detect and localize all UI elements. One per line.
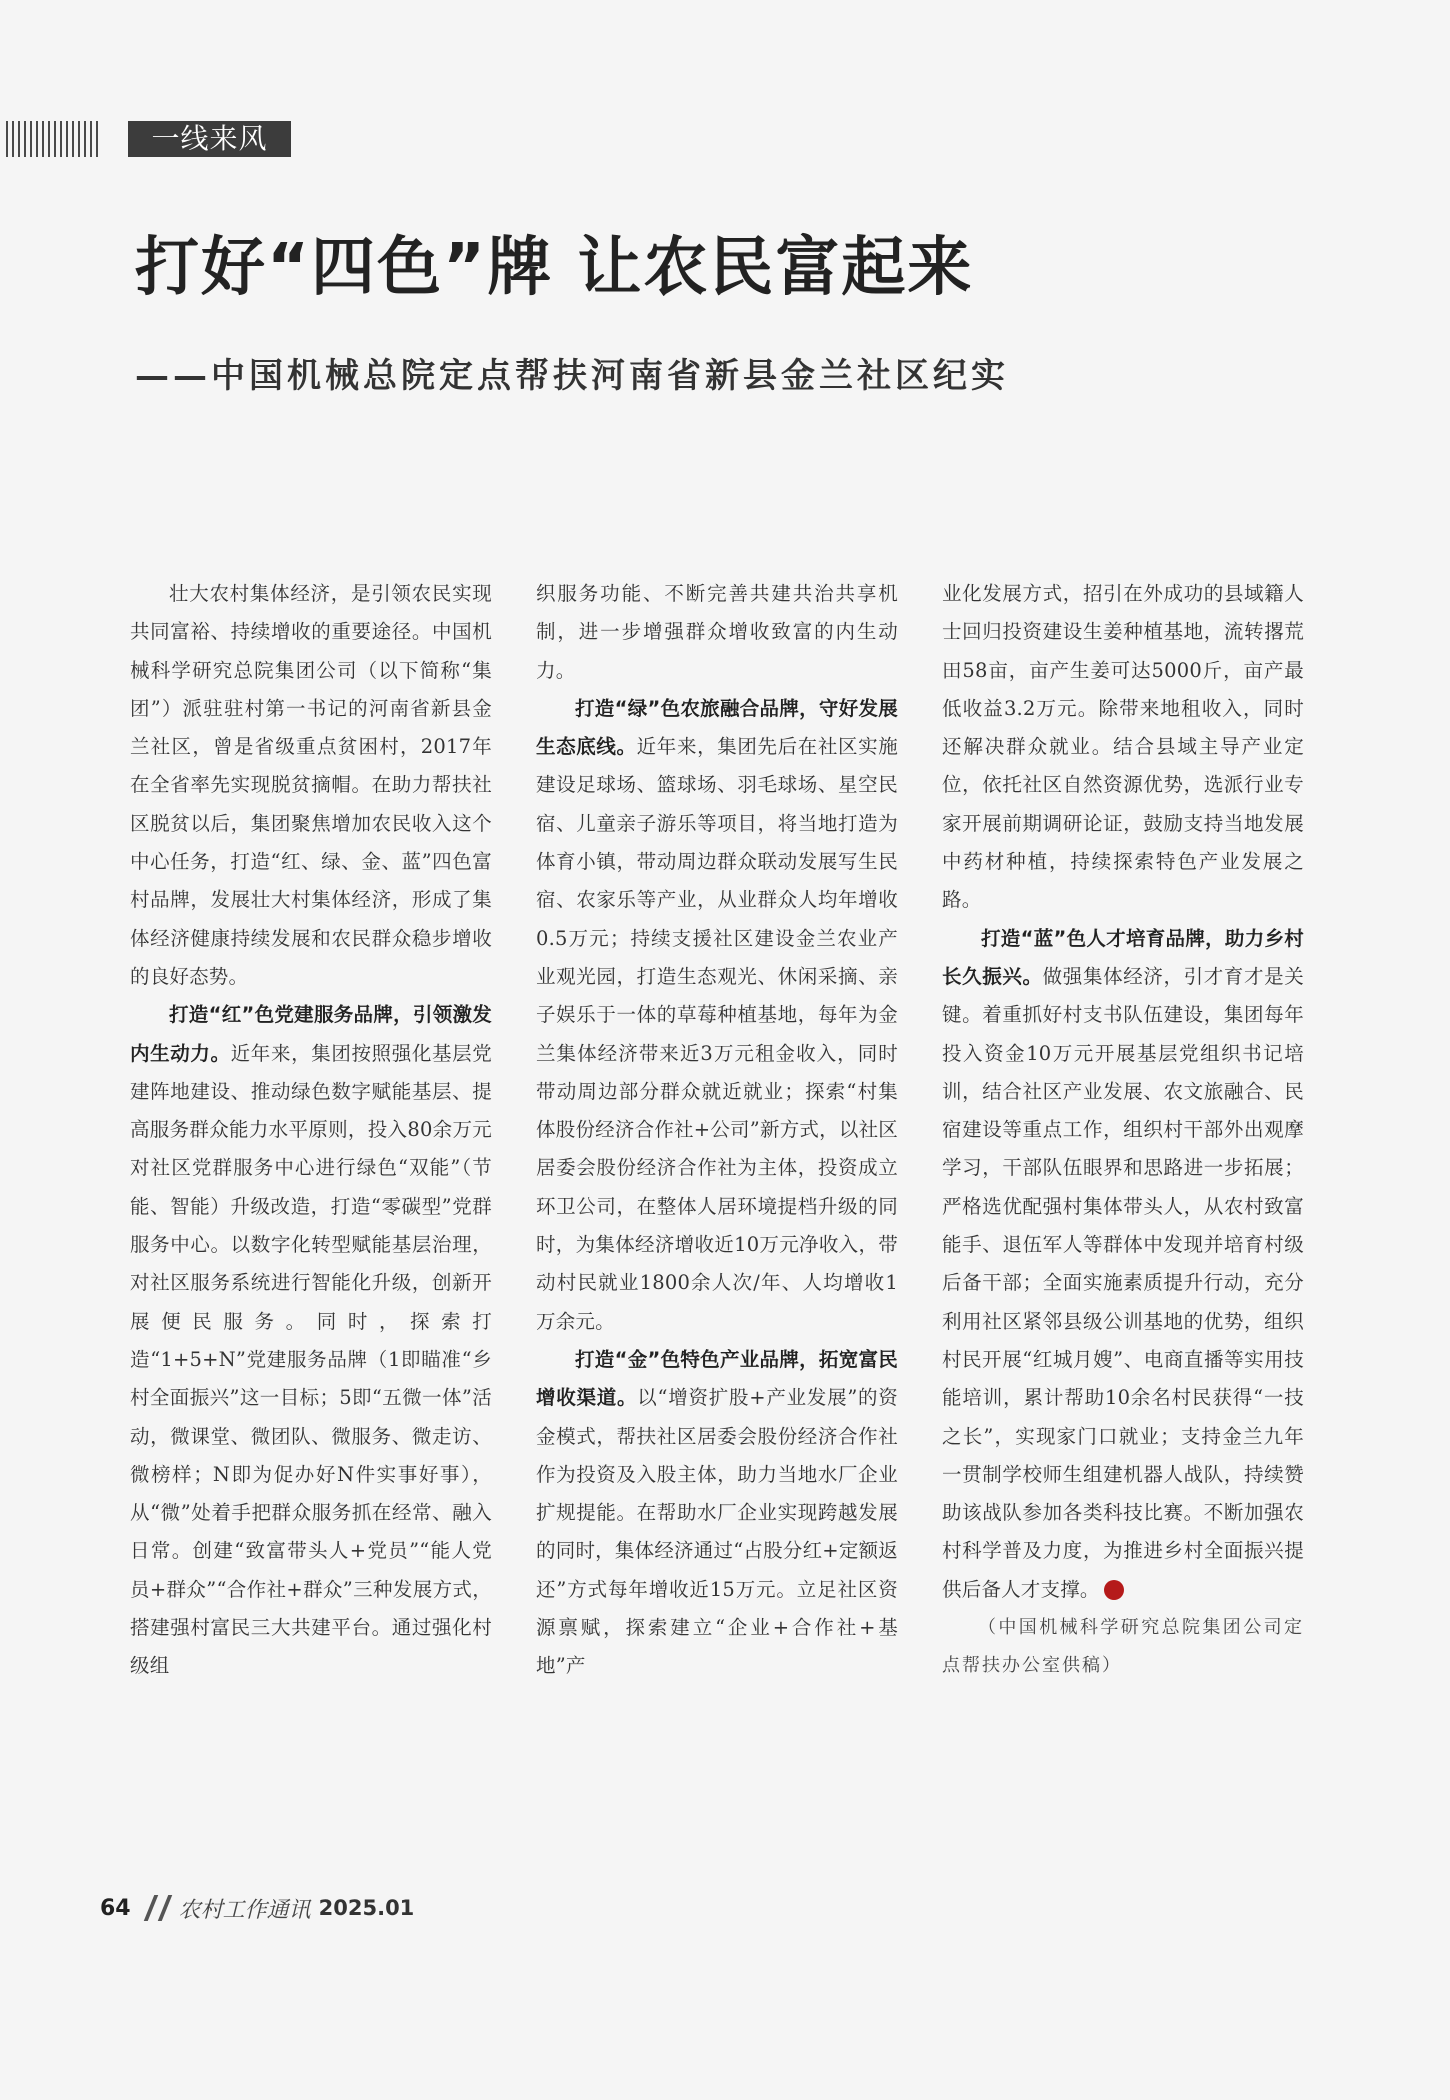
article-title: 打好“四色”牌 让农民富起来 bbox=[135, 231, 974, 305]
section-tag-stripes bbox=[6, 121, 106, 157]
section-label: 一线来风 bbox=[128, 121, 291, 157]
heading-red-brand: 打造“红”色党建服务品牌，引领激发内生动力。 bbox=[130, 1003, 492, 1065]
paragraph-blue bbox=[942, 920, 1304, 1609]
column-1 bbox=[130, 575, 492, 1686]
page-footer bbox=[100, 1890, 414, 1926]
paragraph-red-continued: 织服务功能、不断完善共建共治共享机制，进一步增强群众增收致富的内生动力。 bbox=[536, 582, 898, 682]
column-2 bbox=[536, 575, 898, 1686]
column-3 bbox=[942, 575, 1304, 1685]
magazine-name: 农村工作通讯 bbox=[178, 1897, 311, 1923]
footer-divider-icon bbox=[157, 1895, 172, 1921]
section-tag bbox=[6, 121, 291, 157]
paragraph-red-body: 近年来，集团按照强化基层党建阵地建设、推动绿色数字赋能基层、提高服务群众能力水平原则，投入80余万元对社区党群服务中心进行绿色“双能”（节能、智能）升级改造，打造“零碳型”党群服务中心。以数字化转型赋能基层治理，对社区服务系统进行智能化升级，创新开展便民服务。同时，探索打造“1+5+N”党建服务品牌（1即瞄准“乡村全面振兴”这一目标；5即“五微一体”活动，微课堂、微团队、微服务、微走访、微榜样；N即为促办好N件实事好事），从“微”处着手把群众服务抓在经常、融入日常。创建“致富带头人+党员”“能人党员+群众”“合作社+群众”三种发展方式，搭建强村富民三大共建平台。通过强化村级组 bbox=[130, 1041, 492, 1678]
paragraph-blue-body: 做强集体经济，引才育才是关键。着重抓好村支书队伍建设，集团每年投入资金10万元开展基层党组织书记培训，结合社区产业发展、农文旅融合、民宿建设等重点工作，组织村干部外出观摩学习，干部队伍眼界和思路进一步拓展；严格选优配强村集体带头人，从农村致富能手、退伍军人等群体中发现并培育村级后备干部；全面实施素质提升行动，充分利用社区紧邻县级公训基地的优势，组织村民开展“红城月嫂”、电商直播等实用技能培训，累计帮助10余名村民获得“一技之长”，实现家门口就业；支持金兰九年一贯制学校师生组建机器人战队，持续赞助该战队参加各类科技比赛。不断加强农村科学普及力度，为推进乡村全面振兴提供后备人才支撑。 bbox=[942, 964, 1304, 1601]
article-subtitle: ——中国机械总院定点帮扶河南省新县金兰社区纪实 bbox=[135, 356, 1009, 396]
paragraph-red bbox=[130, 996, 492, 1685]
paragraph-gold-continued: 业化发展方式，招引在外成功的县域籍人士回归投资建设生姜种植基地，流转撂荒田58亩，亩产生姜可达5000斤，亩产最低收益3.2万元。除带来地租收入，同时还解决群众就业。结合县域主导产业定位，依托社区自然资源优势，选派行业专家开展前期调研论证，鼓励支持当地发展中药材种植，持续探索特色产业发展之路。 bbox=[942, 582, 1304, 912]
paragraph-gold-body: 以“增资扩股+产业发展”的资金模式，帮扶社区居委会股份经济合作社作为投资及入股主体，助力当地水厂企业扩规提能。在帮助水厂企业实现跨越发展的同时，集体经济通过“占股分红+定额返还”方式每年增收近15万元。立足社区资源禀赋，探索建立“企业+合作社+基地”产 bbox=[536, 1386, 898, 1678]
paragraph-gold bbox=[536, 1341, 898, 1686]
heading-gold-brand: 打造“金”色特色产业品牌，拓宽富民增收渠道。 bbox=[536, 1347, 898, 1410]
heading-blue-brand: 打造“蓝”色人才培育品牌，助力乡村长久振兴。 bbox=[942, 926, 1304, 988]
footer-divider-icon bbox=[143, 1895, 158, 1921]
end-mark-icon bbox=[1104, 1580, 1124, 1600]
page-number: 64 bbox=[100, 1895, 131, 1921]
article-credit: （中国机械科学研究总院集团公司定点帮扶办公室供稿） bbox=[942, 1617, 1304, 1677]
heading-green-brand: 打造“绿”色农旅融合品牌，守好发展生态底线。 bbox=[536, 696, 898, 759]
paragraph-intro: 壮大农村集体经济，是引领农民实现共同富裕、持续增收的重要途径。中国机械科学研究总院集团公司（以下简称“集团”）派驻驻村第一书记的河南省新县金兰社区，曾是省级重点贫困村，2017年在全省率先实现脱贫摘帽。在助力帮扶社区脱贫以后，集团聚焦增加农民收入这个中心任务，打造“红、绿、金、蓝”四色富村品牌，发展壮大村集体经济，形成了集体经济健康持续发展和农民群众稳步增收的良好态势。 bbox=[130, 582, 492, 988]
paragraph-green bbox=[536, 690, 898, 1341]
paragraph-green-body: 近年来，集团先后在社区实施建设足球场、篮球场、羽毛球场、星空民宿、儿童亲子游乐等项目，将当地打造为体育小镇，带动周边群众联动发展写生民宿、农家乐等产业，从业群众人均年增收0.5万元；持续支援社区建设金兰农业产业观光园，打造生态观光、休闲采摘、亲子娱乐于一体的草莓种植基地，每年为金兰集体经济带来近3万元租金收入，同时带动周边部分群众就近就业；探索“村集体股份经济合作社+公司”新方式，以社区居委会股份经济合作社为主体，投资成立环卫公司，在整体人居环境提档升级的同时，为集体经济增收近10万元净收入，带动村民就业1800余人次/年、人均增收1万余元。 bbox=[536, 735, 898, 1333]
issue-number: 2025.01 bbox=[318, 1896, 415, 1920]
